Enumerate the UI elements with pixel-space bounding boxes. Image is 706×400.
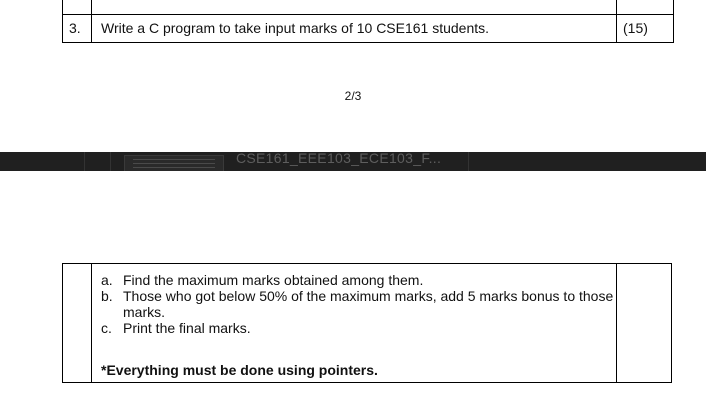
list-item — [101, 272, 621, 288]
question-table-bottom — [62, 263, 672, 383]
tab-separator — [110, 152, 111, 171]
document-filename[interactable]: CSE161_EEE103_ECE103_F... — [236, 152, 442, 166]
viewer-taskbar — [0, 152, 706, 171]
page-thumbnail[interactable] — [124, 155, 224, 171]
list-marker: c. — [101, 320, 112, 336]
question-text: Write a C program to take input marks of 10 CSE161 students. — [101, 20, 490, 36]
list-marker: b. — [101, 288, 113, 304]
column-divider — [91, 264, 92, 382]
instruction-note: *Everything must be done using pointers. — [101, 362, 378, 378]
previous-row — [63, 0, 673, 15]
list-item — [101, 320, 621, 336]
subquestion-text: Those who got below 50% of the maximum marks, add 5 marks bonus to those marks. — [123, 288, 614, 320]
subquestion-text: Find the maximum marks obtained among them. — [123, 272, 424, 288]
question-marks: (15) — [623, 20, 648, 36]
subquestion-text: Print the final marks. — [123, 320, 251, 336]
page-indicator: 2/3 — [344, 89, 362, 103]
question-table-top — [62, 0, 674, 43]
tab-separator — [468, 152, 469, 171]
column-divider — [616, 0, 617, 42]
column-divider — [91, 0, 92, 42]
tab-separator — [84, 152, 85, 171]
question-number: 3. — [69, 20, 81, 36]
list-marker: a. — [101, 272, 113, 288]
list-item — [101, 288, 621, 320]
subquestion-list — [101, 272, 621, 336]
